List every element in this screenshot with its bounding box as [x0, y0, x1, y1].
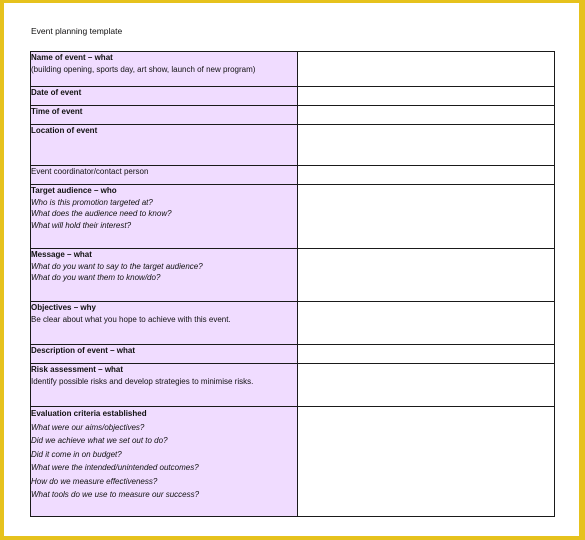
- row-hint: Be clear about what you hope to achieve with this event.: [31, 314, 231, 324]
- document-title: Event planning template: [31, 26, 123, 36]
- row-label-location-of-event: [31, 125, 298, 166]
- row-hint: What do you want to say to the target audience?: [31, 261, 203, 271]
- row-heading: Date of event: [31, 88, 82, 97]
- row-heading: Location of event: [31, 126, 98, 135]
- table-row: [31, 52, 555, 87]
- row-label-objectives: [31, 302, 298, 345]
- value-cell-location-of-event[interactable]: [298, 125, 555, 166]
- row-label-evaluation-criteria: [31, 407, 298, 517]
- table-row: [31, 407, 555, 517]
- row-hint: What will hold their interest?: [31, 220, 132, 230]
- value-cell-name-of-event[interactable]: [298, 52, 555, 87]
- value-cell-date-of-event[interactable]: [298, 87, 555, 106]
- value-cell-event-coordinator[interactable]: [298, 166, 555, 185]
- value-cell-message[interactable]: [298, 249, 555, 302]
- event-planning-table: [30, 51, 555, 517]
- row-heading: Target audience – who: [31, 186, 117, 195]
- value-cell-target-audience[interactable]: [298, 185, 555, 249]
- row-label-target-audience: [31, 185, 298, 249]
- row-heading: Objectives – why: [31, 303, 96, 312]
- value-cell-time-of-event[interactable]: [298, 106, 555, 125]
- row-hint: What tools do we use to measure our success?: [31, 490, 200, 499]
- table-row: [31, 106, 555, 125]
- row-label-event-coordinator: [31, 166, 298, 185]
- row-hint: Did we achieve what we set out to do?: [31, 436, 168, 445]
- value-cell-objectives[interactable]: [298, 302, 555, 345]
- table-row: [31, 345, 555, 364]
- row-heading: Description of event – what: [31, 346, 136, 355]
- table-row: [31, 249, 555, 302]
- row-hint: (building opening, sports day, art show, launch of new program): [31, 64, 256, 74]
- row-label-time-of-event: [31, 106, 298, 125]
- table-row: [31, 166, 555, 185]
- row-label-description-of-event: [31, 345, 298, 364]
- row-heading: Name of event – what: [31, 53, 113, 62]
- row-heading: Time of event: [31, 107, 83, 116]
- row-heading: Evaluation criteria established: [31, 409, 147, 418]
- table-row: [31, 302, 555, 345]
- value-cell-risk-assessment[interactable]: [298, 364, 555, 407]
- page-frame-bottom: [4, 536, 579, 540]
- table-row: [31, 87, 555, 106]
- row-hint: What does the audience need to know?: [31, 209, 172, 218]
- row-hint: Who is this promotion targeted at?: [31, 197, 153, 207]
- row-hint: Event coordinator/contact person: [31, 167, 149, 176]
- row-label-name-of-event: [31, 52, 298, 87]
- row-label-risk-assessment: [31, 364, 298, 407]
- row-hint: Did it come in on budget?: [31, 449, 122, 459]
- row-heading: Risk assessment – what: [31, 365, 124, 374]
- table-row: [31, 125, 555, 166]
- row-hint: What were the intended/unintended outcomes?: [31, 463, 199, 472]
- row-hint: Identify possible risks and develop strategies to minimise risks.: [31, 376, 254, 386]
- row-hint: How do we measure effectiveness?: [31, 476, 158, 486]
- table-row: [31, 364, 555, 407]
- value-cell-evaluation-criteria[interactable]: [298, 407, 555, 517]
- row-label-date-of-event: [31, 87, 298, 106]
- row-heading: Message – what: [31, 250, 92, 259]
- document-page: [4, 3, 579, 536]
- table-row: [31, 185, 555, 249]
- row-hint: What do you want them to know/do?: [31, 273, 161, 282]
- row-label-message: [31, 249, 298, 302]
- row-hint: What were our aims/objectives?: [31, 422, 145, 432]
- value-cell-description-of-event[interactable]: [298, 345, 555, 364]
